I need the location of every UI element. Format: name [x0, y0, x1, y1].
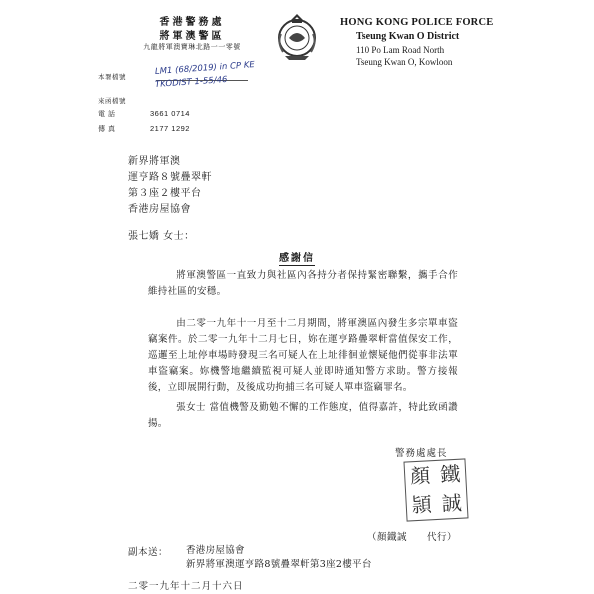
letter-title-text: 感謝信 [279, 253, 315, 264]
cc-recipient [186, 544, 372, 572]
recipient-line2: 運亨路８號疊翠軒 [128, 172, 212, 183]
letterhead-cn-line2: 將軍澳警區 [159, 30, 225, 42]
tel-label: 電話 [98, 110, 118, 118]
letterhead-en-line3: 110 Po Lam Road North [356, 44, 445, 55]
letterhead-chinese [112, 16, 272, 52]
seal-char: 頴 [411, 492, 433, 518]
recipient-address [128, 154, 212, 218]
police-crest-icon [271, 10, 323, 62]
recipient-line1: 新界將軍澳 [128, 156, 181, 167]
letterhead-en-line1: HONG KONG POLICE FORCE [340, 17, 494, 28]
fax-row [98, 124, 190, 134]
paragraph-3-text: 張女士 當值機警及勤勉不懈的工作態度，值得嘉許，特此致函讚揚。 [148, 402, 458, 429]
letterhead-en-line4: Tseung Kwan O, Kowloon [356, 56, 453, 67]
fax-label: 傳真 [98, 125, 118, 133]
recipient-line4: 香港房屋協會 [128, 204, 191, 215]
tel-row [98, 109, 190, 119]
your-ref-row [98, 96, 156, 105]
salutation: 張七嬌 女士： [128, 231, 195, 242]
cc-line2: 新界將軍澳運亨路8號疊翠軒第3座2樓平台 [186, 559, 372, 570]
letterhead-cn-line1: 香港警務處 [159, 17, 225, 28]
paragraph-2 [148, 316, 458, 396]
paragraph-1-text: 將軍澳警區一直致力與社區內各持分者保持緊密聯繫，攜手合作維持社區的安穩。 [148, 270, 458, 297]
seal-char: 鐵 [439, 461, 461, 487]
signature-seal [403, 458, 468, 521]
our-ref-handwritten-1: LM1 (68/2019) in CP KE [154, 60, 256, 77]
tel-value: 3661 0714 [150, 109, 190, 118]
paragraph-2-text: 由二零一九年十一月至十二月期間，將軍澳區內發生多宗單車盜竊案件。於二零一九年十二月七日，妳在運亨路疊翠軒當值保安工作，巡邏至上址停車場時發現三名可疑人在上址徘徊並懷疑他們從事非法單車盜竊案。妳機警地繼續監視可疑人並即時通知警方求助。警方接報後，立即展開行動，及後成功拘捕三名可疑人單車盜竊罪名。 [148, 318, 458, 393]
paragraph-1 [148, 268, 458, 300]
cc-line1: 香港房屋協會 [186, 545, 245, 556]
fax-value: 2177 1292 [150, 124, 190, 133]
recipient-line3: 第３座２樓平台 [128, 188, 202, 199]
signature-name: （顏鐵誠 代行） [367, 532, 458, 543]
cc-label: 副本送： [128, 547, 169, 558]
letter-title [0, 249, 594, 264]
letterhead-english [340, 16, 493, 68]
our-ref-handwritten-2: TKODIST 1-55/46 [154, 74, 228, 90]
your-ref-label: 來函檔號 [98, 97, 126, 105]
paragraph-3 [148, 400, 458, 432]
letterhead-cn-address: 九龍將軍澳寶琳北路一一零號 [143, 43, 241, 51]
letterhead-en-line2: Tseung Kwan O District [356, 31, 460, 43]
seal-char: 顏 [409, 463, 431, 489]
seal-char: 誠 [441, 490, 463, 516]
our-ref-label: 本署檔號 [98, 73, 126, 81]
signature-title: 警務處處長 [395, 448, 448, 459]
letter-date: 二零一九年十二月十六日 [128, 581, 244, 592]
